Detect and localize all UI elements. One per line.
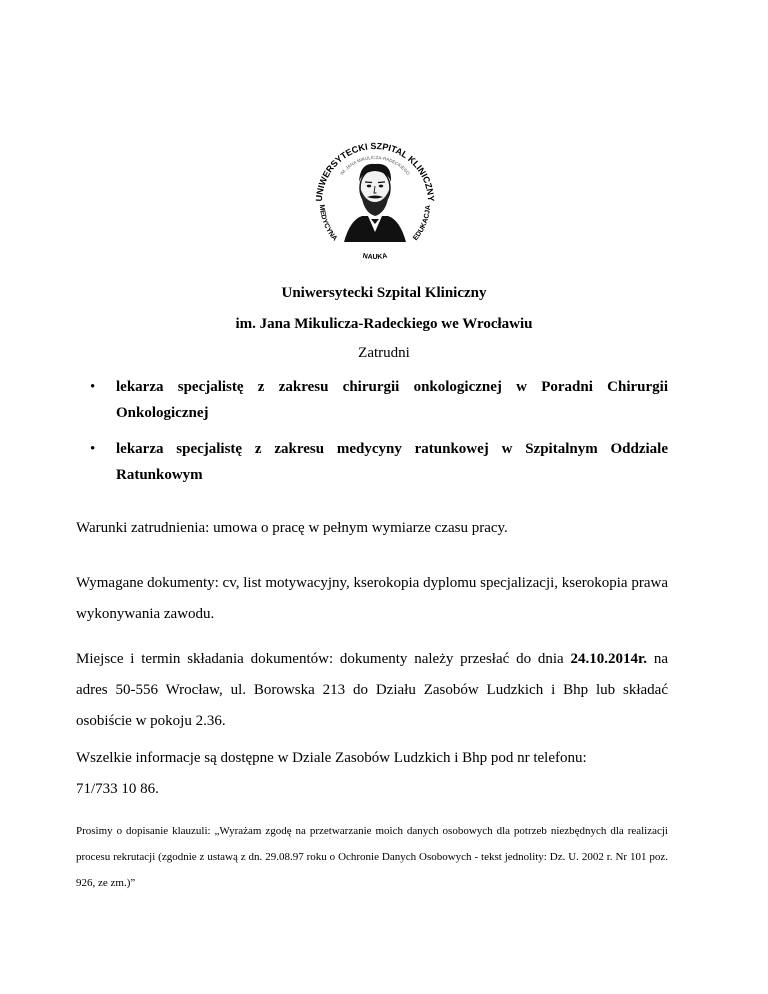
svg-text:NAUKA	[362, 253, 388, 261]
portrait-illustration	[344, 164, 406, 242]
logo-text-top: UNIWERSYTECKI SZPITAL KLINICZNY	[313, 140, 437, 202]
contact-info	[76, 743, 668, 805]
hospital-logo	[300, 120, 450, 270]
logo-text-left: MEDYCYNA	[317, 204, 339, 243]
logo-text-sub: IM. JANA MIKULICZA-RADECKIEGO	[339, 154, 411, 176]
logo-text-bottom: NAUKA	[362, 252, 388, 261]
hospital-name: Uniwersytecki Szpital Kliniczny	[281, 285, 487, 301]
logo-text-right: EDUKACJA	[412, 204, 433, 243]
deadline-date: 24.10.2014r.	[570, 651, 648, 667]
required-documents: Wymagane dokumenty: cv, list motywacyjny, kserokopia dyplomu specjalizacji, kserokopia prawa wykonywania zawodu.	[76, 575, 668, 622]
phone-number: 71/733 10 86.	[76, 781, 159, 797]
position-text: lekarza specjalistę z zakresu medycyny ratunkowej w Szpitalnym Oddziale Ratunkowym	[116, 441, 668, 483]
list-item	[90, 436, 668, 488]
svg-text:MEDYCYNA	[318, 204, 338, 242]
list-item	[90, 374, 668, 426]
bullet-icon: •	[90, 441, 96, 457]
employment-conditions: Warunki zatrudnienia: umowa o pracę w pełnym wymiarze czasu pracy.	[76, 520, 508, 536]
submission-text-before: Miejsce i termin składania dokumentów: dokumenty należy przesłać do dnia	[76, 651, 571, 667]
hire-heading: Zatrudni	[358, 345, 410, 361]
position-text: lekarza specjalistę z zakresu chirurgii onkologicznej w Poradni Chirurgii Onkologicznej	[116, 379, 668, 421]
hospital-subtitle: im. Jana Mikulicza-Radeckiego we Wrocławiu	[235, 316, 533, 332]
bullet-icon: •	[90, 379, 96, 395]
consent-clause: Prosimy o dopisanie klauzuli: „Wyrażam zgodę na przetwarzanie moich danych osobowych dla potrzeb niezbędnych dla realizacji procesu rekrutacji (zgodnie z ustawą z dn. 29.08.97 roku o Ochronie Danych Osobowych - tekst jednolity: Dz. U. 2002 r. Nr 101 poz. 926, ze zm.)”	[76, 825, 668, 889]
positions-list	[90, 374, 668, 498]
submission-info	[76, 644, 668, 737]
svg-text:EDUKACJA	[412, 205, 432, 242]
contact-text: Wszelkie informacje są dostępne w Dziale Zasobów Ludzkich i Bhp pod nr telefonu:	[76, 750, 587, 766]
submission-text-after: na adres 50-556 Wrocław, ul. Borowska 213 do Działu Zasobów Ludzkich i Bhp lub składać osobiście w pokoju 2.36.	[76, 651, 668, 729]
